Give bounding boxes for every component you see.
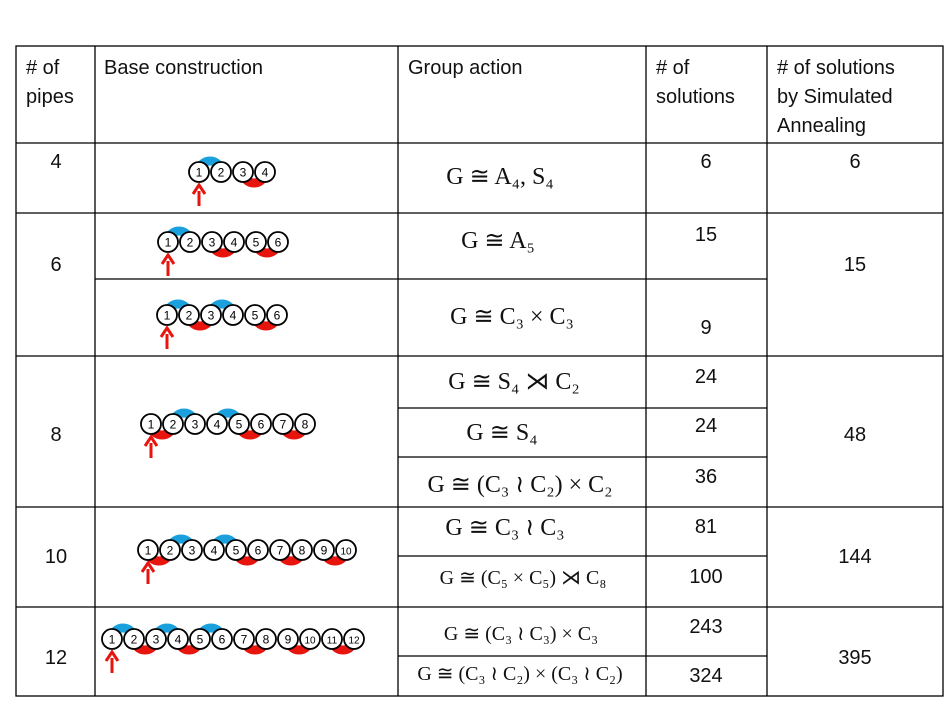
pipe-node-label: 11 (326, 635, 338, 647)
pipe-node-label: 4 (230, 235, 238, 250)
construction-diagram-12-pipes (102, 628, 364, 673)
pipe-node-label: 4 (174, 632, 182, 647)
header-group-action: Group action (408, 57, 523, 79)
sa-solutions-cell: 144 (838, 546, 872, 568)
group-action-cell: G ≅ S₄ (466, 420, 538, 446)
pipe-node-label: 2 (169, 417, 177, 432)
pipe-node-label: 6 (218, 632, 226, 647)
pipe-node-label: 7 (240, 632, 248, 647)
sa-solutions-cell: 48 (843, 424, 867, 446)
pipe-node-label: 3 (239, 165, 247, 180)
construction-diagram-6-pipes-a (158, 231, 288, 276)
group-action-cell: G ≅ S₄ ⋊ C₂ (448, 369, 580, 395)
solutions-cell: 324 (689, 665, 723, 687)
pipe-node-label: 3 (208, 235, 216, 250)
group-action-cell: G ≅ (C₃ ≀ C₃) × C₃ (443, 623, 599, 645)
sa-solutions-cell: 15 (843, 254, 867, 276)
sa-solutions-cell: 6 (849, 151, 861, 173)
pipe-node-label: 6 (254, 543, 262, 558)
pipe-node-label: 7 (276, 543, 284, 558)
solutions-cell: 81 (694, 516, 718, 538)
solutions-cell: 9 (700, 317, 712, 339)
pipe-node-label: 2 (217, 165, 225, 180)
header-solutions-line2: solutions (656, 86, 735, 108)
pipe-node-label: 6 (274, 235, 282, 250)
pipe-node-label: 4 (261, 165, 269, 180)
pipe-node-label: 1 (108, 632, 116, 647)
solutions-cell: 6 (700, 151, 712, 173)
construction-diagram-6-pipes-b (157, 304, 287, 349)
pipe-node-label: 1 (144, 543, 152, 558)
pipe-node-label: 9 (284, 632, 292, 647)
header-sa-line2: by Simulated (777, 86, 893, 108)
pipe-node-label: 1 (195, 165, 203, 180)
solutions-cell: 243 (689, 616, 723, 638)
pipe-node-label: 3 (191, 417, 199, 432)
header-pipes-line2: pipes (26, 86, 74, 108)
construction-diagram-10-pipes (138, 539, 356, 584)
pipe-node-label: 10 (304, 635, 316, 647)
pipes-cell: 8 (50, 424, 62, 446)
pipe-node-label: 6 (257, 417, 265, 432)
pipe-node-label: 2 (186, 235, 194, 250)
pipe-node-label: 8 (262, 632, 270, 647)
solutions-cell: 15 (694, 224, 718, 246)
pipe-node-label: 8 (298, 543, 306, 558)
construction-diagram-4-pipes (189, 161, 275, 206)
group-action-cell: G ≅ C₃ ≀ C₃ (445, 515, 565, 541)
solutions-cell: 24 (694, 415, 718, 437)
header-solutions-line1: # of (656, 57, 690, 79)
solutions-cell: 36 (694, 466, 718, 488)
pipe-node-label: 10 (340, 546, 352, 558)
group-action-cell: G ≅ A₅ (461, 228, 535, 254)
pipe-node-label: 4 (213, 417, 221, 432)
group-action-cell: G ≅ (C₃ ≀ C₂) × C₂ (427, 472, 613, 498)
header-sa-line3: Annealing (777, 115, 866, 137)
pipe-node-label: 5 (235, 417, 243, 432)
header-pipes-line1: # of (26, 57, 60, 79)
pipe-node-label: 12 (348, 635, 360, 647)
pipe-node-label: 4 (229, 308, 237, 323)
pipe-node-label: 5 (232, 543, 240, 558)
group-action-cell: G ≅ A₄, S₄ (446, 164, 554, 190)
pipe-node-label: 6 (273, 308, 281, 323)
solutions-cell: 100 (689, 566, 723, 588)
group-action-cell: G ≅ C₃ × C₃ (450, 304, 574, 330)
header-base-construction: Base construction (104, 57, 263, 79)
pipe-node-label: 7 (279, 417, 287, 432)
solutions-cell: 24 (694, 366, 718, 388)
pipes-cell: 4 (50, 151, 62, 173)
pipe-node-label: 5 (196, 632, 204, 647)
group-action-cell: G ≅ (C₃ ≀ C₂) × (C₃ ≀ C₂) (417, 663, 623, 685)
pipe-node-label: 1 (164, 235, 172, 250)
pipe-node-label: 9 (320, 543, 328, 558)
pipe-node-label: 5 (251, 308, 259, 323)
pipe-node-label: 8 (301, 417, 309, 432)
pipe-node-label: 2 (185, 308, 193, 323)
pipe-node-label: 3 (152, 632, 160, 647)
construction-diagram-8-pipes (141, 413, 315, 458)
pipes-cell: 12 (44, 647, 68, 669)
group-action-cell: G ≅ (C₅ × C₅) ⋊ C₈ (439, 567, 607, 589)
header-sa-line1: # of solutions (777, 57, 895, 79)
pipe-node-label: 3 (207, 308, 215, 323)
pipe-node-label: 4 (210, 543, 218, 558)
pipe-node-label: 1 (163, 308, 171, 323)
pipe-node-label: 3 (188, 543, 196, 558)
pipe-node-label: 1 (147, 417, 155, 432)
pipe-node-label: 2 (166, 543, 174, 558)
pipe-node-label: 2 (130, 632, 138, 647)
pipes-cell: 6 (50, 254, 62, 276)
pipes-cell: 10 (44, 546, 68, 568)
pipe-node-label: 5 (252, 235, 260, 250)
sa-solutions-cell: 395 (838, 647, 872, 669)
